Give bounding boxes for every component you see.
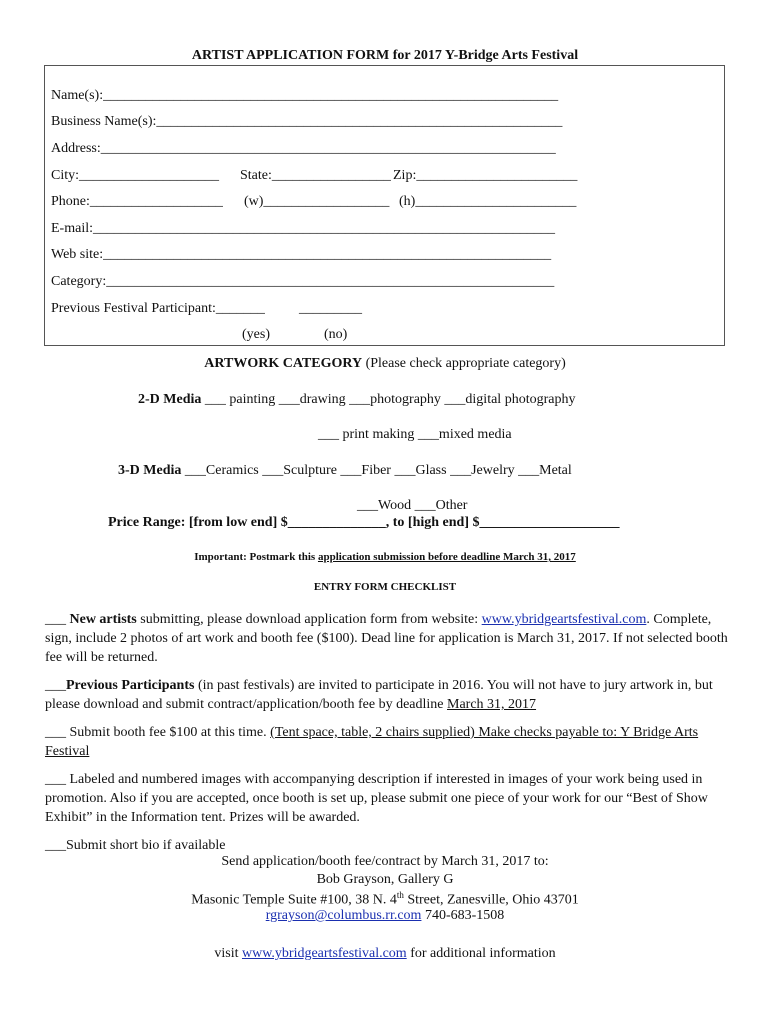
- artwork-category-heading: [0, 356, 770, 372]
- email-field[interactable]: E-mail:__________________________________________________________________: [51, 221, 555, 236]
- checklist-heading: ENTRY FORM CHECKLIST: [313, 581, 457, 593]
- visit-line: [0, 946, 770, 962]
- email-link[interactable]: rgrayson@columbus.rr.com: [265, 908, 422, 923]
- checkbox-blank[interactable]: ___: [45, 678, 66, 693]
- business-name-field[interactable]: Business Name(s):__________________________________________________________: [51, 114, 563, 129]
- category-field[interactable]: Category:________________________________________________________________: [51, 274, 555, 289]
- important-note: [0, 551, 770, 563]
- send-contact: [0, 908, 770, 924]
- phone-work-field[interactable]: (w)__________________: [244, 194, 390, 209]
- media-2d-label: 2-D Media: [138, 392, 202, 407]
- checklist-new-artists: [45, 610, 730, 667]
- send-address-b: Street, Zanesville, Ohio 43701: [403, 892, 579, 908]
- yes-label: (yes): [242, 327, 270, 342]
- send-address: [0, 890, 770, 909]
- phone-field[interactable]: Phone:___________________: [51, 194, 223, 209]
- price-range-field[interactable]: Price Range: [from low end] $______________, to [high end] $____________________: [108, 515, 620, 530]
- contact-phone: 740-683-1508: [421, 908, 505, 923]
- send-address-a: Masonic Temple Suite #100, 38 N. 4: [191, 892, 397, 908]
- media-2d-options-row2[interactable]: ___ print making ___mixed media: [318, 427, 512, 442]
- media-2d-row: [138, 392, 575, 408]
- previous-participants-label: Previous Participants: [66, 678, 195, 693]
- media-3d-options[interactable]: ___Ceramics ___Sculpture ___Fiber ___Glass ___Jewelry ___Metal: [181, 463, 572, 478]
- media-2d-options[interactable]: ___ painting ___drawing ___photography ___digital photography: [201, 392, 576, 407]
- form-title: ARTIST APPLICATION FORM for 2017 Y-Bridge Arts Festival: [191, 48, 579, 63]
- important-deadline: application submission before deadline March 31, 2017: [317, 551, 576, 563]
- media-3d-options-row2[interactable]: ___Wood ___Other: [357, 498, 468, 513]
- name-field[interactable]: Name(s):_________________________________________________________________: [51, 88, 559, 103]
- important-lead: Important: Postmark this: [194, 551, 318, 563]
- booth-fee-details: (Tent space, table, 2 chairs supplied) Make checks payable to: Y Bridge Arts Festival: [45, 725, 699, 759]
- visit-pre: visit: [214, 946, 242, 961]
- state-field[interactable]: State:_________________: [240, 168, 391, 183]
- media-3d-row: [118, 463, 572, 479]
- new-artists-rest: . Complete, sign, include 2 photos of art work and booth fee ($100). Dead line for application is March 31, 2017. If not selected booth fee will be returned.: [45, 612, 728, 665]
- send-address-sup: th: [396, 890, 404, 900]
- checkbox-blank[interactable]: ___: [45, 612, 70, 627]
- zip-field[interactable]: Zip:_______________________: [393, 168, 578, 183]
- phone-home-field[interactable]: (h)_______________________: [399, 194, 577, 209]
- address-field[interactable]: Address:_________________________________________________________________: [51, 141, 556, 156]
- city-field[interactable]: City:____________________: [51, 168, 220, 183]
- previous-participant-yes-field[interactable]: Previous Festival Participant:_______: [51, 301, 265, 316]
- website-field[interactable]: Web site:________________________________________________________________: [51, 247, 552, 262]
- checklist-bio: ___Submit short bio if available: [45, 838, 226, 853]
- send-instructions: Send application/booth fee/contract by March 31, 2017 to:: [221, 854, 549, 869]
- checklist-previous-participants: [45, 676, 730, 714]
- visit-website-link[interactable]: www.ybridgeartsfestival.com: [241, 946, 407, 961]
- media-3d-label: 3-D Media: [118, 463, 182, 478]
- previous-participant-no-field[interactable]: _________: [299, 301, 362, 316]
- artwork-category-note: (Please check appropriate category): [362, 356, 566, 371]
- new-artists-text: submitting, please download application form from website:: [136, 612, 482, 627]
- website-link[interactable]: www.ybridgeartsfestival.com: [481, 612, 647, 627]
- checklist-booth-fee: [45, 723, 730, 761]
- booth-fee-text: ___ Submit booth fee $100 at this time.: [45, 725, 271, 740]
- no-label: (no): [324, 327, 348, 342]
- previous-participants-text: (in past festivals) are invited to participate in 2016. You will not have to jury artwork in, but please download and submit contract/application/booth fee by deadline: [45, 678, 713, 712]
- previous-participants-date: March 31, 2017: [447, 697, 537, 712]
- checklist-images: ___ Labeled and numbered images with accompanying description if interested in images of your work being used in promotion. Also if you are accepted, once booth is set up, please submit one piece of your work for our “Best of Show Exhibit” in the Information tent. Prizes will be awarded.: [45, 772, 708, 825]
- new-artists-label: New artists: [69, 612, 137, 627]
- visit-post: for additional information: [406, 946, 556, 961]
- send-recipient: Bob Grayson, Gallery G: [316, 872, 454, 887]
- artwork-category-bold: ARTWORK CATEGORY: [204, 356, 363, 371]
